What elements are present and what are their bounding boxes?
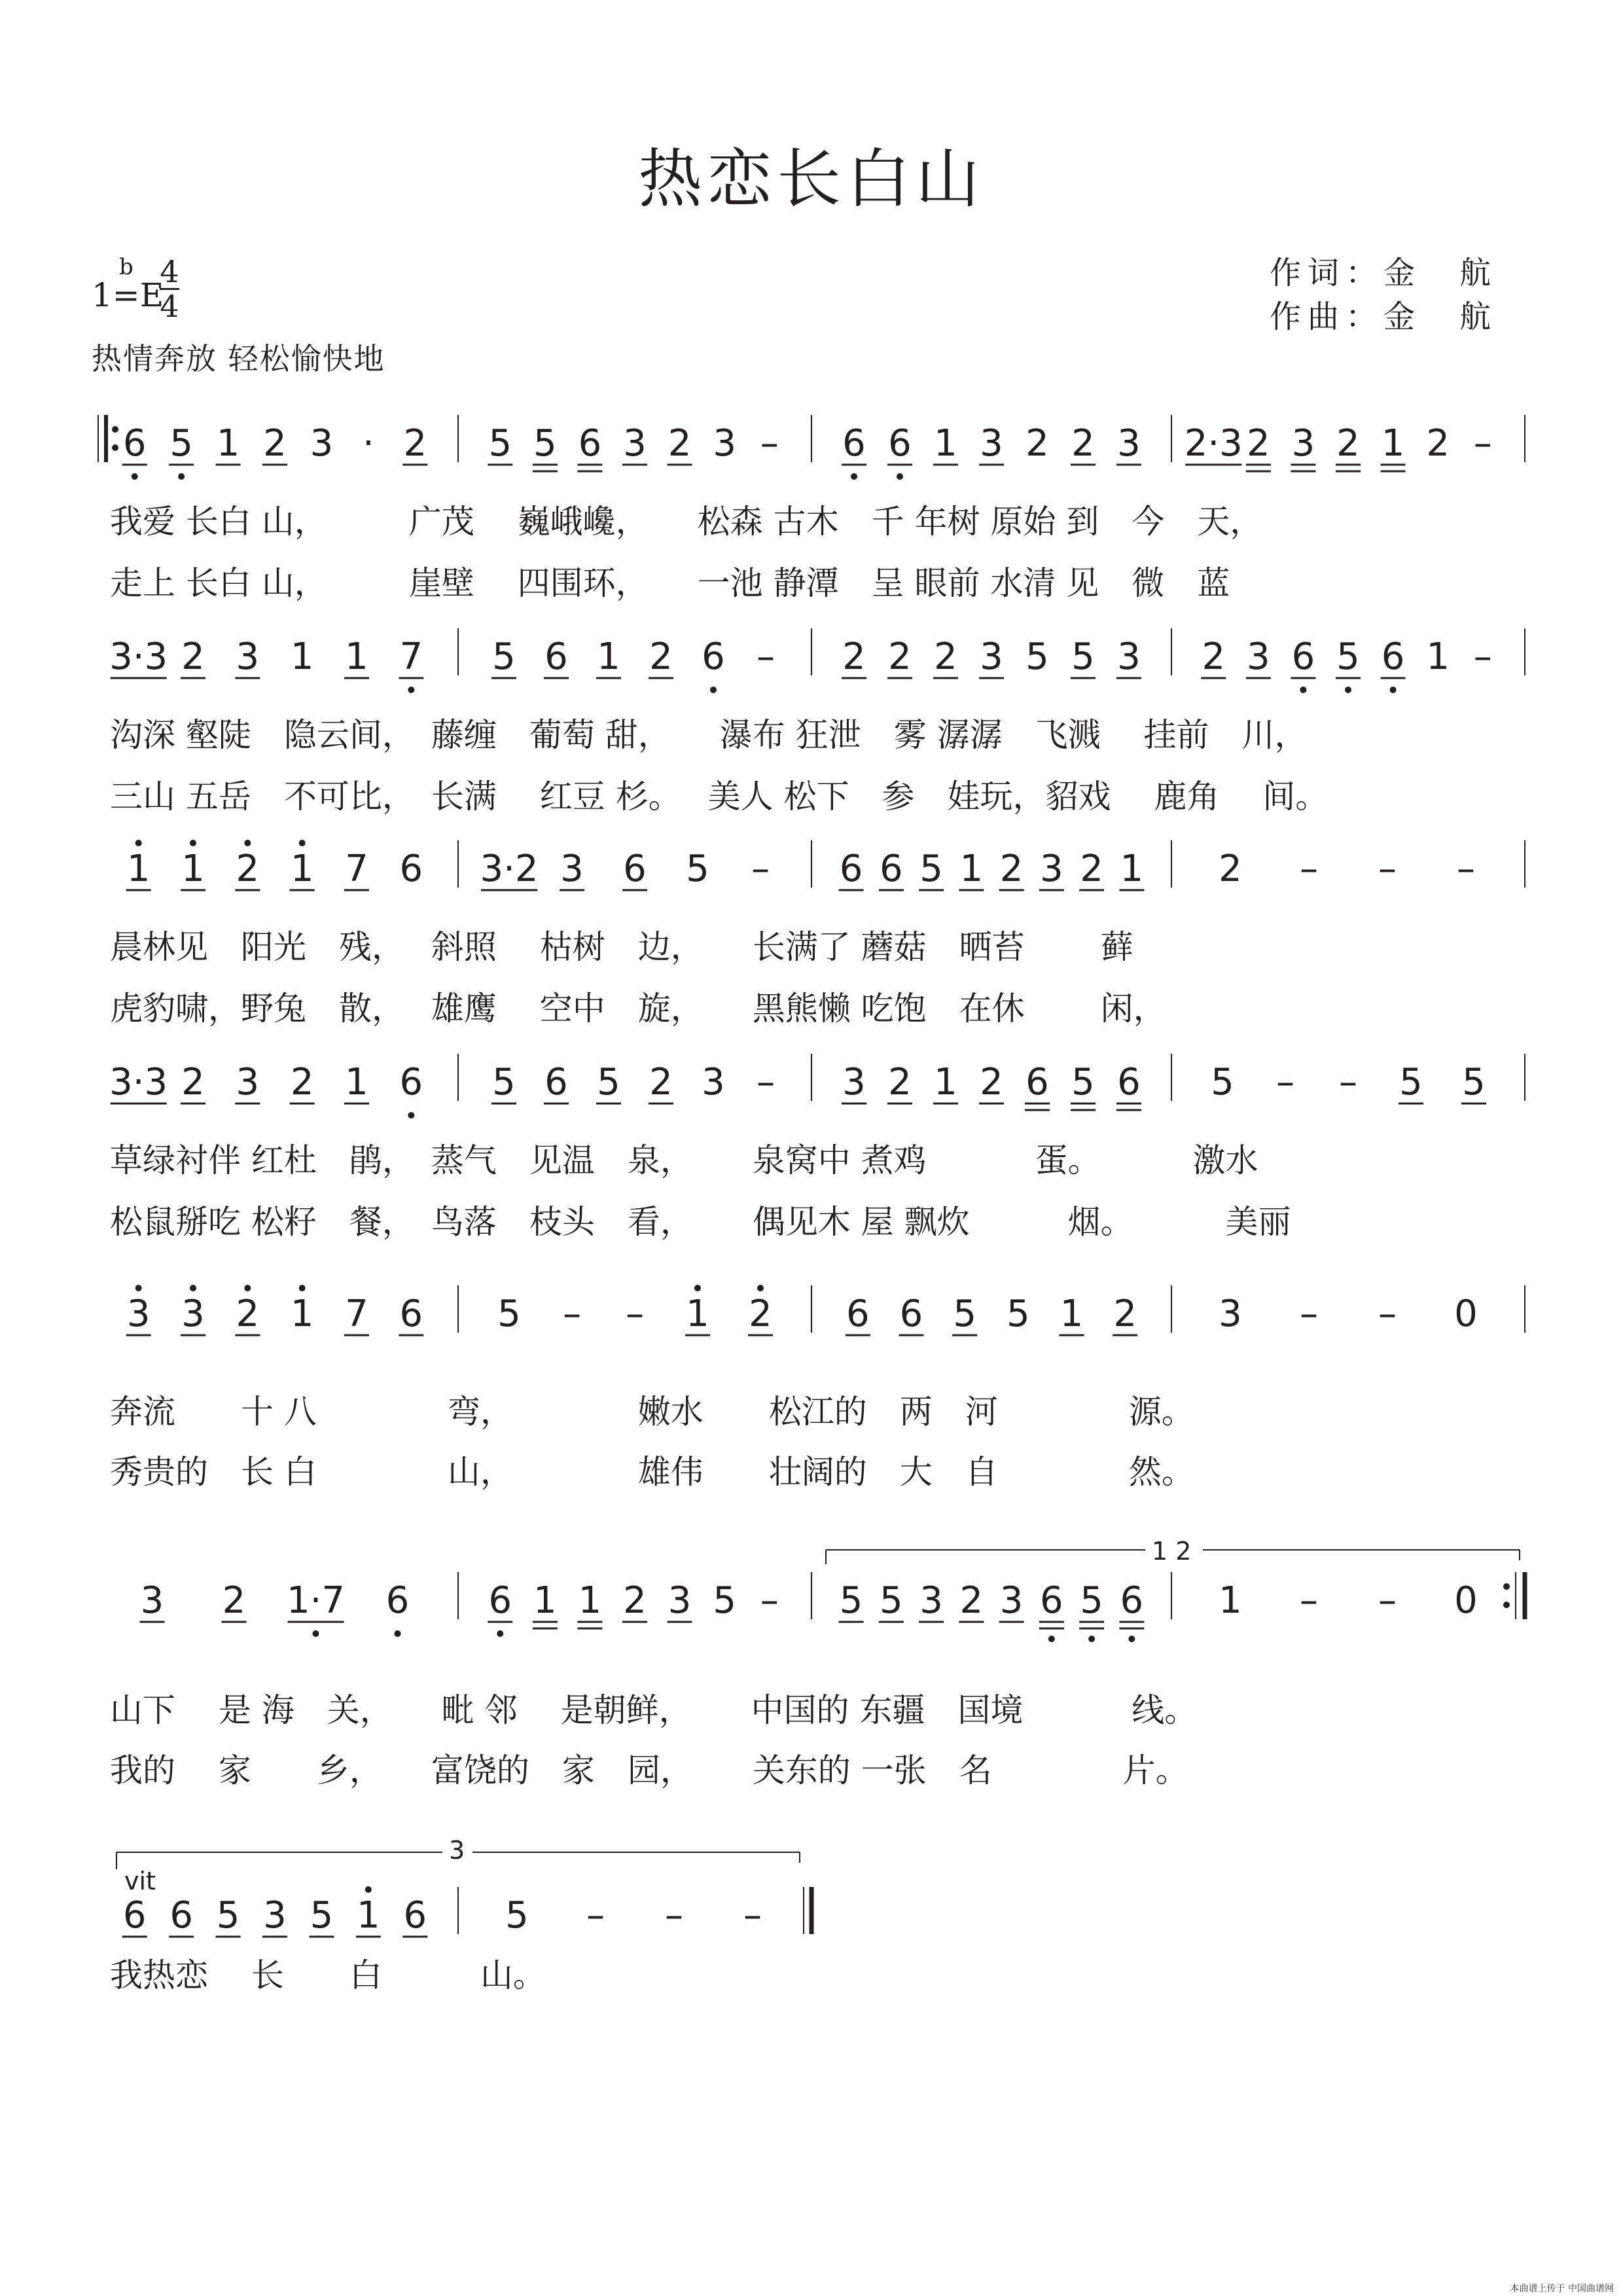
note: 1 xyxy=(1120,848,1144,890)
note: 1 xyxy=(290,848,314,890)
note: 6 xyxy=(488,1579,512,1622)
note: – xyxy=(1300,1293,1318,1335)
lyricist-credit: 作词：金 航 xyxy=(1270,255,1498,291)
note: 2 xyxy=(1113,1293,1137,1335)
note: 5 xyxy=(216,1894,240,1937)
note: 2 xyxy=(888,1061,912,1103)
note: 3·3 xyxy=(109,1061,168,1103)
note: – xyxy=(760,422,779,465)
note: 3 xyxy=(1117,636,1141,678)
note: 5 xyxy=(686,848,709,890)
lyric-line: 虎豹啸，野兔 散， 雄鹰 空中 旋， 黑熊懒 吃饱 在休 闲， xyxy=(110,990,1166,1028)
note: 1 xyxy=(686,1293,709,1335)
note: 1 xyxy=(345,636,368,678)
note: 1·7 xyxy=(286,1579,346,1622)
note: 6 xyxy=(880,848,903,890)
lyric-line: 沟深 壑陡 隐云间， 藤缠 葡萄 甜， 瀑布 狂泄 雾 潺潺 飞溅 挂前 川， xyxy=(110,716,1308,754)
note: 6 xyxy=(1040,1579,1063,1622)
note: 5 xyxy=(497,1293,521,1335)
lyric-line: 我爱 长白 山， 广茂 巍峨巉， 松森 古木 千 年树 原始 到 今 天， xyxy=(110,503,1263,541)
repeat-dot xyxy=(1503,1583,1510,1590)
low-octave-dot xyxy=(132,473,138,480)
note: 2 xyxy=(1026,422,1049,465)
note: 6 xyxy=(839,848,863,890)
note: – xyxy=(665,1894,683,1937)
note: 1 xyxy=(533,1579,557,1622)
note: 2 xyxy=(842,636,866,678)
lyric-line: 晨林见 阳光 残， 斜照 枯树 边， 长满了 蘑菇 晒苔 藓 xyxy=(110,928,1133,966)
note: 2 xyxy=(980,1061,1003,1103)
note: 6 xyxy=(623,848,647,890)
low-octave-dot xyxy=(1128,1636,1135,1642)
note: 3 xyxy=(1117,422,1141,465)
note: 5 xyxy=(310,1894,334,1937)
note: 2 xyxy=(959,1579,984,1622)
note: 3 xyxy=(560,848,584,890)
note: 5 xyxy=(1211,1061,1234,1103)
note: 2 xyxy=(263,422,287,465)
repeat-dot xyxy=(1503,1602,1510,1608)
note: 6 xyxy=(1120,1579,1144,1622)
note: 3 xyxy=(980,422,1003,465)
note: 6 xyxy=(544,636,568,678)
note: 2 xyxy=(1080,848,1103,890)
low-octave-dot xyxy=(408,1112,414,1119)
low-octave-dot xyxy=(497,1630,503,1637)
vit-marking: vit xyxy=(124,1867,156,1895)
note: 6 xyxy=(846,1293,870,1335)
note: 3 xyxy=(919,1579,943,1622)
note: 5 xyxy=(169,422,193,465)
note: 2 xyxy=(623,1579,647,1622)
note: 2 xyxy=(222,1579,246,1622)
composer-credit: 作曲：金 航 xyxy=(1270,298,1498,335)
note: 6 xyxy=(169,1894,193,1937)
note: 0 xyxy=(1454,1293,1478,1335)
note: 5 xyxy=(1071,1061,1095,1103)
note: – xyxy=(1473,636,1492,678)
note: – xyxy=(1378,848,1397,890)
note: – xyxy=(1378,1293,1397,1335)
high-octave-dot xyxy=(299,840,306,846)
high-octave-dot xyxy=(244,1285,251,1291)
note: 6 xyxy=(842,422,866,465)
note: 5 xyxy=(839,1579,863,1622)
high-octave-dot xyxy=(190,840,196,846)
note: 6 xyxy=(399,1061,423,1103)
note: 3 xyxy=(236,1061,260,1103)
note: – xyxy=(586,1894,605,1937)
repeat-dot xyxy=(112,426,118,433)
note: 2 xyxy=(1071,422,1095,465)
high-octave-dot xyxy=(244,840,251,846)
note: 1 xyxy=(126,848,151,890)
lyric-line: 松鼠掰吃 松籽 餐， 鸟落 枝头 看， 偶见木 屋 飘炊 烟。 美丽 xyxy=(110,1203,1291,1241)
note: 7 xyxy=(345,848,368,890)
note: 7 xyxy=(345,1293,368,1335)
note: 2·3 xyxy=(1184,422,1243,465)
note: 6 xyxy=(399,848,423,890)
note: 1 xyxy=(290,1293,314,1335)
note: 2 xyxy=(888,636,912,678)
low-octave-dot xyxy=(408,687,414,693)
note: 5 xyxy=(953,1293,976,1335)
note: – xyxy=(1300,1579,1318,1622)
key-label: 1=E xyxy=(92,276,164,314)
note: – xyxy=(1300,848,1318,890)
note: 2 xyxy=(181,636,205,678)
note: – xyxy=(563,1293,581,1335)
lyric-line: 秀贵的 长 白 山， 雄伟 壮阔的 大 自 然。 xyxy=(110,1453,1194,1491)
note: 3 xyxy=(713,422,736,465)
note: 1 xyxy=(345,1061,368,1103)
note: 3 xyxy=(1291,422,1315,465)
song-title: 热恋长白山 xyxy=(637,142,985,217)
lyric-line: 我热恋 长 白 山。 xyxy=(110,1956,546,1994)
note: 7 xyxy=(399,636,423,678)
note: 5 xyxy=(1336,636,1360,678)
note: 3 xyxy=(1219,1293,1242,1335)
low-octave-dot xyxy=(897,473,903,480)
note: 2 xyxy=(934,636,957,678)
note: 5 xyxy=(597,1061,620,1103)
note: 2 xyxy=(668,422,692,465)
note: 1 xyxy=(934,1061,957,1103)
note: – xyxy=(1457,848,1475,890)
note: 5 xyxy=(492,636,516,678)
note: 2 xyxy=(1336,422,1360,465)
note: 3 xyxy=(999,1579,1024,1622)
note: 3 xyxy=(842,1061,866,1103)
note: 6 xyxy=(122,1894,147,1937)
note: 2 xyxy=(181,1061,205,1103)
note: 1 xyxy=(1381,422,1405,465)
note: 3 xyxy=(126,1293,151,1335)
low-octave-dot xyxy=(1345,687,1351,693)
lyric-line: 走上 长白 山， 崖壁 四围环， 一池 静潭 呈 眼前 水清 见 微 蓝 xyxy=(110,564,1230,602)
low-octave-dot xyxy=(1088,1636,1095,1642)
note: 2 xyxy=(999,848,1024,890)
lyric-line: 山下 是 海 关， 毗 邻 是朝鲜， 中国的 东疆 国境 线。 xyxy=(110,1691,1198,1729)
note: 3 xyxy=(668,1579,692,1622)
tempo-marking: 热情奔放 轻松愉快地 xyxy=(92,341,385,376)
volta-label-1-2: 1 2 xyxy=(1152,1537,1192,1566)
note: 5 xyxy=(713,1579,736,1622)
flat-sign: b xyxy=(119,254,134,280)
time-denominator: 4 xyxy=(160,289,179,324)
lyric-line: 草绿衬伴 红杜 鹃， 蒸气 见温 泉， 泉窝中 煮鸡 蛋。 激水 xyxy=(110,1141,1258,1179)
note: – xyxy=(1276,1061,1294,1103)
high-octave-dot xyxy=(757,1285,764,1291)
note: 0 xyxy=(1454,1579,1478,1622)
note: 2 xyxy=(1202,636,1226,678)
note: 5 xyxy=(505,1894,529,1937)
note: 6 xyxy=(403,1894,427,1937)
low-octave-dot xyxy=(178,473,185,480)
note: 5 xyxy=(1026,636,1049,678)
note: – xyxy=(1339,1061,1357,1103)
note: 6 xyxy=(122,422,147,465)
lyric-line: 奔流 十 八 弯， 嫩水 松江的 两 河 源。 xyxy=(110,1393,1194,1431)
volta-label-3: 3 xyxy=(449,1836,465,1865)
high-octave-dot xyxy=(190,1285,196,1291)
note: – xyxy=(757,636,775,678)
lyric-line: 我的 家 乡， 富饶的 家 园， 关东的 一张 名 片。 xyxy=(110,1751,1188,1789)
note: – xyxy=(760,1579,779,1622)
note: 1 xyxy=(1426,636,1450,678)
note: 3·2 xyxy=(480,848,539,890)
note: 2 xyxy=(1426,422,1450,465)
note: 6 xyxy=(1026,1061,1049,1103)
note: 2 xyxy=(1219,848,1242,890)
note: – xyxy=(1473,422,1492,465)
high-octave-dot xyxy=(694,1285,701,1291)
footer-note: 本曲谱上传于 中国曲谱网 xyxy=(1510,2284,1614,2294)
note: 3 xyxy=(140,1579,164,1622)
note: 6 xyxy=(888,422,912,465)
note: 3 xyxy=(181,1293,205,1335)
low-octave-dot xyxy=(851,473,857,480)
lyrics-layer xyxy=(110,503,1328,1994)
note: 3 xyxy=(1247,636,1270,678)
note: 1 xyxy=(934,422,957,465)
high-octave-dot xyxy=(135,840,142,846)
note: 2 xyxy=(649,636,673,678)
note: 5 xyxy=(880,1579,903,1622)
low-octave-dot xyxy=(1390,687,1397,693)
note: 2 xyxy=(236,848,260,890)
note: 3·3 xyxy=(109,636,168,678)
note: 3 xyxy=(702,1061,725,1103)
note: 5 xyxy=(1399,1061,1423,1103)
low-octave-dot xyxy=(710,687,717,693)
note: 1 xyxy=(578,1579,602,1622)
note: 1 xyxy=(357,1894,380,1937)
note: 5 xyxy=(919,848,943,890)
note: 1 xyxy=(216,422,240,465)
note: 3 xyxy=(980,636,1003,678)
note: 2 xyxy=(290,1061,314,1103)
note: 6 xyxy=(578,422,602,465)
note: 3 xyxy=(310,422,334,465)
note: – xyxy=(626,1293,644,1335)
note: 5 xyxy=(533,422,557,465)
note: 2 xyxy=(236,1293,260,1335)
note: 6 xyxy=(702,636,725,678)
low-octave-dot xyxy=(1300,687,1306,693)
high-octave-dot xyxy=(135,1285,142,1291)
note: – xyxy=(743,1894,762,1937)
repeat-dot xyxy=(112,444,118,451)
note: 6 xyxy=(1291,636,1315,678)
low-octave-dot xyxy=(313,1630,319,1637)
note: 5 xyxy=(1462,1061,1486,1103)
note: · xyxy=(362,422,374,465)
low-octave-dot xyxy=(1048,1636,1055,1642)
note: 1 xyxy=(1219,1579,1242,1622)
note: 3 xyxy=(236,636,260,678)
note: 2 xyxy=(749,1293,772,1335)
note: 5 xyxy=(1007,1293,1030,1335)
high-octave-dot xyxy=(365,1886,372,1893)
note: 3 xyxy=(623,422,647,465)
note: – xyxy=(1378,1579,1397,1622)
note: 3 xyxy=(1040,848,1063,890)
note: – xyxy=(757,1061,775,1103)
note: 6 xyxy=(1381,636,1405,678)
note: 1 xyxy=(959,848,984,890)
note: 6 xyxy=(544,1061,568,1103)
note: 5 xyxy=(492,1061,516,1103)
high-octave-dot xyxy=(299,1285,306,1291)
note: 6 xyxy=(399,1293,423,1335)
note: 1 xyxy=(597,636,620,678)
note: 6 xyxy=(385,1579,410,1622)
note: 5 xyxy=(488,422,512,465)
note: 1 xyxy=(181,848,205,890)
lyric-line: 三山 五岳 不可比， 长满 红豆 杉。 美人 松下 参 娃玩，貂戏 鹿角 间。 xyxy=(110,778,1329,816)
note: 6 xyxy=(899,1293,923,1335)
note: 6 xyxy=(1117,1061,1141,1103)
low-octave-dot xyxy=(395,1630,401,1637)
note: 3 xyxy=(263,1894,287,1937)
time-numerator: 4 xyxy=(160,254,179,289)
note: 5 xyxy=(1071,636,1095,678)
note: 2 xyxy=(1247,422,1270,465)
note: 1 xyxy=(1060,1293,1084,1335)
note: 2 xyxy=(403,422,427,465)
note: 2 xyxy=(649,1061,673,1103)
note: – xyxy=(751,848,770,890)
note: 1 xyxy=(290,636,314,678)
note: 5 xyxy=(1080,1579,1103,1622)
